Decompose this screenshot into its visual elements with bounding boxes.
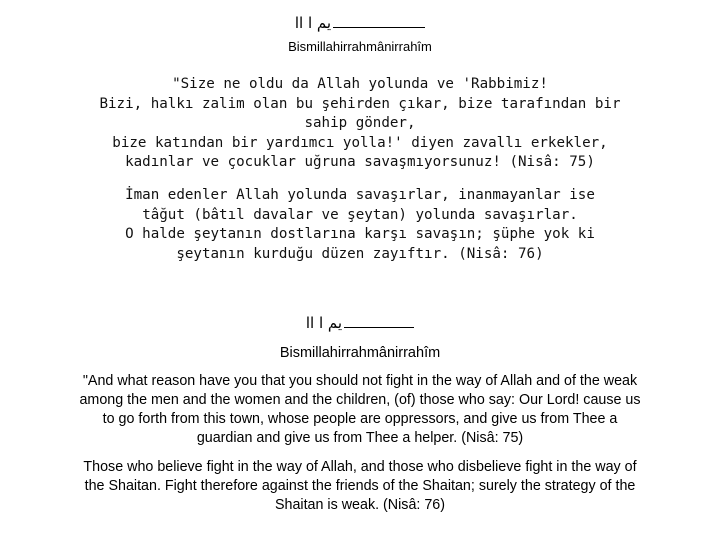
verse-line: Bizi, halkı zalim olan bu şehirden çıkar, bize tarafından bir xyxy=(99,95,621,112)
verse-line: kadınlar ve çocuklar uğruna savaşmıyorsunuz! (Nisâ: 75) xyxy=(125,154,595,170)
verse-line: Those who believe fight in the way of Allah, and those who disbelieve fight in the way of xyxy=(83,459,637,475)
verse-line: the Shaitan. Fight therefore against the friends of the Shaitan; surely the strategy of the xyxy=(84,478,636,494)
arabic-basmala-heading-english xyxy=(0,314,720,332)
english-verse-75 xyxy=(0,372,720,448)
basmala-transliteration-english: Bismillahirrahmânirrahîm xyxy=(279,345,441,361)
verse-line: "And what reason have you that you should not fight in the way of Allah and of the weak xyxy=(82,373,638,389)
verse-line: to go forth from this town, whose people are oppressors, and give us from Thee a xyxy=(102,411,618,427)
arabic-basmala-text: يم ا اا xyxy=(305,314,343,332)
basmala-underline xyxy=(333,21,425,28)
verse-line: şeytanın kurduğu düzen zayıftır. (Nisâ: 76) xyxy=(176,245,544,262)
basmala-underline xyxy=(344,321,414,328)
verse-line: bize katından bir yardımcı yolla!' diyen zavallı erkekler, xyxy=(112,134,608,151)
verse-line: İman edenler Allah yolunda savaşırlar, inanmayanlar ise xyxy=(125,187,595,203)
arabic-basmala-text: يم ا اا xyxy=(294,14,332,32)
verse-line: guardian and give us from Thee a helper. (Nisâ: 75) xyxy=(196,430,524,446)
verse-line: Shaitan is weak. (Nisâ: 76) xyxy=(274,497,446,513)
turkish-verse-75 xyxy=(0,75,720,173)
verse-line: sahip gönder, xyxy=(304,115,416,131)
basmala-transliteration: Bismillahirrahmânirrahîm xyxy=(288,39,432,54)
arabic-basmala-heading xyxy=(0,14,720,32)
verse-line: among the men and the women and the children, (of) those who say: Our Lord! cause us xyxy=(79,392,641,408)
verse-line: O halde şeytanın dostlarına karşı savaşın; şüphe yok ki xyxy=(125,226,595,242)
verse-line: "Size ne oldu da Allah yolunda ve 'Rabbimiz! xyxy=(172,76,548,92)
turkish-verse-76 xyxy=(0,186,720,264)
english-verse-76 xyxy=(0,458,720,515)
verse-line: tâğut (bâtıl davalar ve şeytan) yolunda savaşırlar. xyxy=(142,206,578,223)
